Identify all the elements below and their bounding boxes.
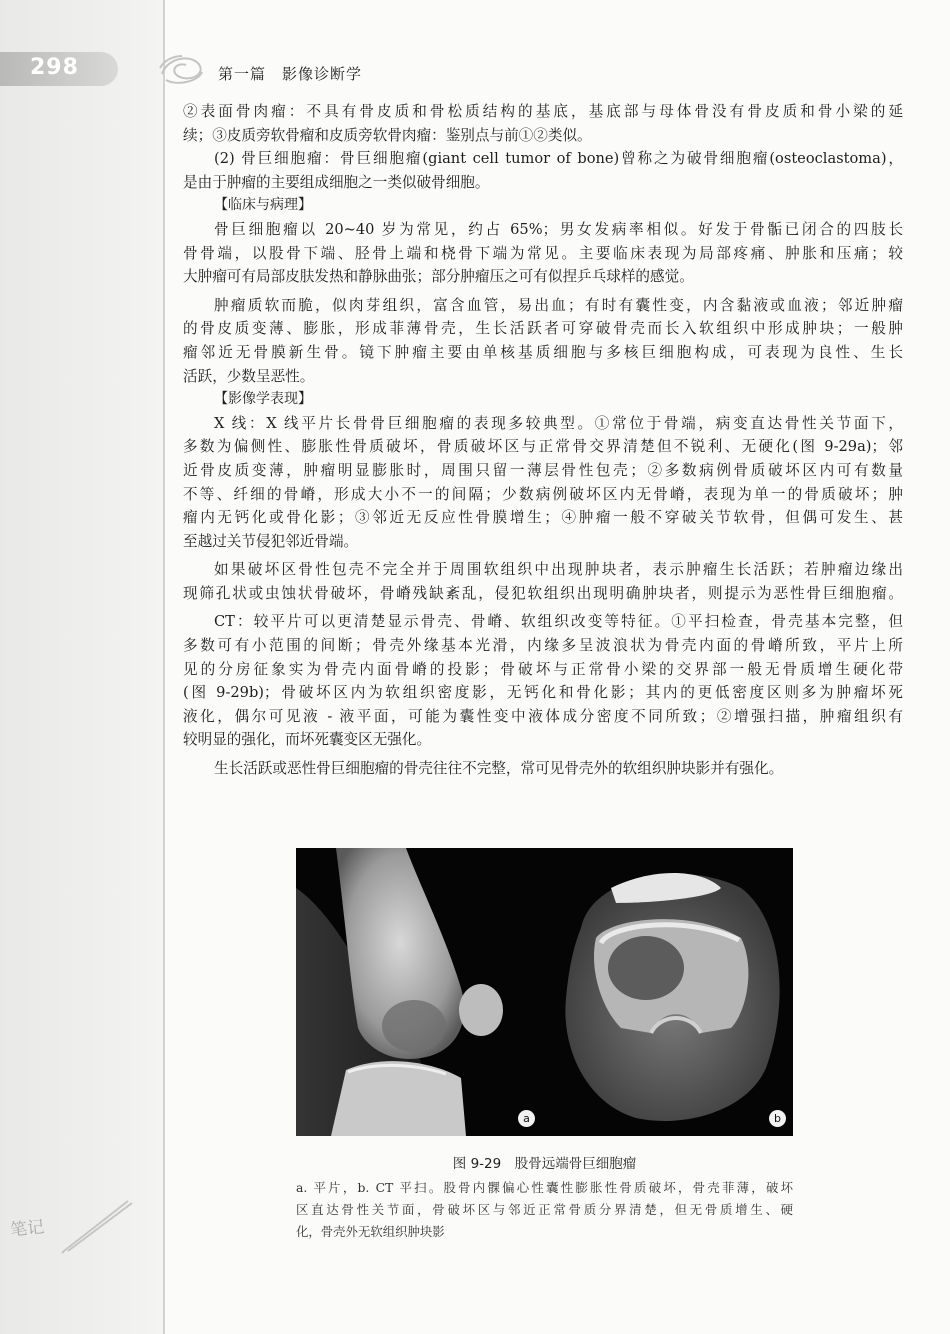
body-line: 骨骨端，以股骨下端、胫骨上端和桡骨下端为常见。主要临床表现为局部疼痛、肿胀和压痛；较: [183, 244, 903, 262]
figure-title: 图 9-29 股骨远端骨巨细胞瘤: [452, 1156, 637, 1172]
figure-caption: [296, 1177, 793, 1243]
xray-knee-image: [296, 848, 548, 1136]
section-heading: 【临床与病理】: [214, 197, 312, 214]
body-line: 大肿瘤可有局部皮肤发热和静脉曲张；部分肿瘤压之可有似捏乒乓球样的感觉。: [183, 268, 694, 286]
body-line: 现筛孔状或虫蚀状骨破坏，骨嵴残缺紊乱，侵犯软组织出现明确肿块者，则提示为恶性骨巨细胞瘤。: [183, 584, 903, 602]
body-line: 的骨皮质变薄、膨胀，形成菲薄骨壳，生长活跃者可穿破骨壳而长入软组织中形成肿块；一般肿: [183, 320, 903, 338]
running-head: 第一篇 影像诊断学: [218, 65, 363, 83]
body-line: 多数为偏侧性、膨胀性骨质破坏，骨质破坏区与正常骨交界清楚但不锐利、无硬化(图 9-29a)；邻: [183, 438, 903, 456]
ct-knee-image: [541, 848, 793, 1136]
swirl-ornament-icon: [158, 50, 206, 88]
body-line: 是由于肿瘤的主要组成细胞之一类似破骨细胞。: [183, 173, 490, 191]
body-line: 肿瘤质软而脆，似肉芽组织，富含血管，易出血；有时有囊性变，内含黏液或血液；邻近肿瘤: [214, 296, 903, 314]
caption-line: 区直达骨性关节面，骨破坏区与邻近正常骨质分界清楚，但无骨质增生、硬: [296, 1202, 793, 1217]
body-line: (2) 骨巨细胞瘤：骨巨细胞瘤(giant cell tumor of bone)曾称之为破骨细胞瘤(osteoclastoma)，: [214, 150, 903, 168]
body-line: 续；③皮质旁软骨瘤和皮质旁软骨肉瘤：鉴别点与前①②类似。: [183, 126, 592, 144]
body-line: 生长活跃或恶性骨巨细胞瘤的骨壳往往不完整，常可见骨壳外的软组织肿块影并有强化。: [214, 760, 784, 778]
body-line: 至越过关节侵犯邻近骨端。: [183, 532, 359, 550]
body-text: [183, 100, 903, 781]
margin-strip: [0, 0, 165, 1334]
body-line: 如果破坏区骨性包壳不完全并于周围软组织中出现肿块者，表示肿瘤生长活跃；若肿瘤边缘出: [214, 561, 903, 579]
body-line: 骨巨细胞瘤以 20~40 岁为常见，约占 65%；男女发病率相似。好发于骨骺已闭合的四肢长: [214, 220, 903, 238]
body-line: CT：较平片可以更清楚显示骨壳、骨嵴、软组织改变等特征。①平扫检查，骨壳基本完整，但: [214, 613, 903, 631]
pen-icon: [58, 1195, 138, 1255]
body-line: 多数可有小范围的间断；骨壳外缘基本光滑，内缘多呈波浪状为骨壳内面的骨嵴所致，平片上所: [183, 637, 903, 655]
section-heading: 【影像学表现】: [214, 391, 312, 408]
caption-line: a. 平片，b. CT 平扫。股骨内髁偏心性囊性膨胀性骨质破坏，骨壳菲薄，破坏: [296, 1180, 793, 1195]
figure-panel-xray: [296, 848, 548, 1136]
caption-line: 化，骨壳外无软组织肿块影: [296, 1224, 445, 1239]
notes-label: 笔记: [9, 1217, 46, 1241]
figure-panel-ct: [541, 848, 793, 1136]
body-line: 见的分房征象实为骨壳内面骨嵴的投影；骨破坏与正常骨小梁的交界部一般无骨质增生硬化带: [183, 660, 903, 678]
body-line: 较明显的强化，而坏死囊变区无强化。: [183, 731, 432, 749]
body-line: 近骨皮质变薄，肿瘤明显膨胀时，周围只留一薄层骨性包壳；②多数病例骨质破坏区内可有数量: [183, 461, 903, 479]
page-number: 298: [30, 55, 79, 80]
panel-a-label: a: [518, 1110, 535, 1127]
body-line: 瘤邻近无骨膜新生骨。镜下肿瘤主要由单核基质细胞与多核巨细胞构成，可表现为良性、生长: [183, 343, 903, 361]
panel-b-label: b: [769, 1110, 786, 1127]
body-line: 液化，偶尔可见液 - 液平面，可能为囊性变中液体成分密度不同所致；②增强扫描，肿瘤组织有: [183, 707, 903, 725]
body-line: 活跃，少数呈恶性。: [183, 367, 315, 385]
body-line: 不等、纤细的骨嵴，形成大小不一的间隔；少数病例破坏区内无骨嵴，表现为单一的骨质破坏；肿: [183, 485, 903, 503]
body-line: (图 9-29b)；骨破坏区内为软组织密度影，无钙化和骨化影；其内的更低密度区则多为肿瘤坏死: [183, 684, 903, 702]
body-line: X 线：X 线平片长骨骨巨细胞瘤的表现多较典型。①常位于骨端，病变直达骨性关节面下，: [214, 414, 903, 432]
body-line: ②表面骨肉瘤：不具有骨皮质和骨松质结构的基底，基底部与母体骨没有骨皮质和骨小梁的延: [183, 103, 903, 120]
body-line: 瘤内无钙化或骨化影；③邻近无反应性骨膜增生；④肿瘤一般不穿破关节软骨，但偶可发生、甚: [183, 509, 903, 527]
margin-rule: [163, 0, 165, 1334]
